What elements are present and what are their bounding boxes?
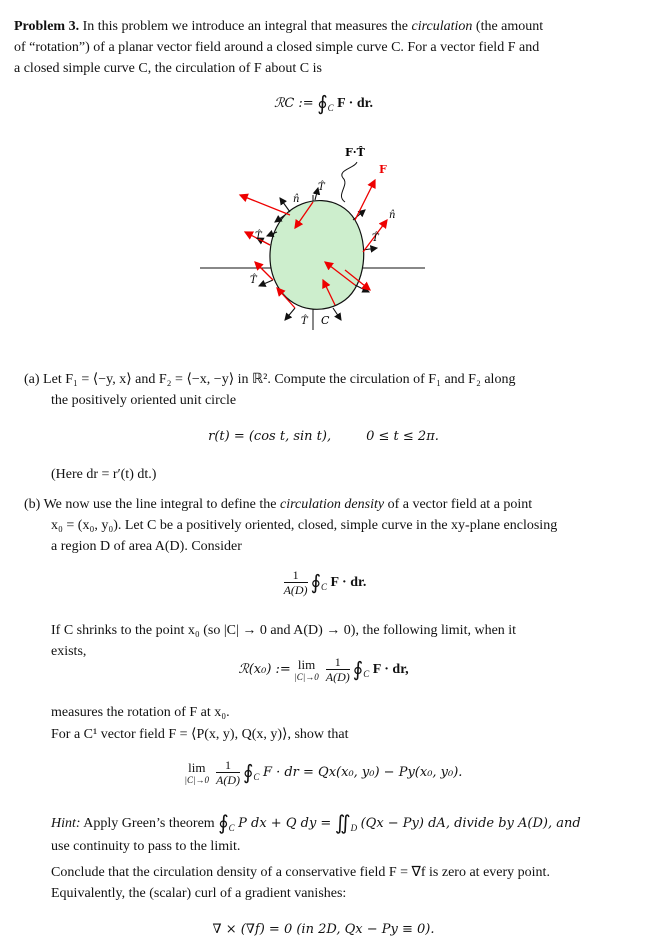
intro-text-1: In this problem we introduce an integral that measures the [79, 19, 412, 34]
conclude-line1: Conclude that the circulation density of a conservative field F = ∇f is zero at every point. [51, 865, 550, 880]
part-a-note: (Here dr = r′(t) dt.) [51, 467, 157, 482]
problem-heading: Problem 3. [14, 19, 80, 34]
problem-intro [14, 16, 626, 79]
label-T-left: T̂ [255, 231, 262, 242]
part-b-label: (b) [24, 497, 41, 512]
part-a-param [0, 427, 647, 447]
fraction-den: A(D) [283, 583, 308, 597]
limit-lhs: ℛ(x₀) := [238, 662, 291, 678]
consider-integrand: F · dr. [330, 575, 367, 591]
label-T-top: T̂ [318, 182, 325, 193]
lim-block [294, 658, 318, 682]
hint-formula: P dx + Q dy = [238, 816, 332, 831]
part-a-label-line [24, 369, 624, 390]
show-rhs: F · dr = Qx(x₀, y₀) − Py(x₀, y₀). [262, 765, 463, 781]
part-b-text-post: of a vector field at a point [384, 497, 533, 512]
intro-text-1-rest: (the amount [472, 19, 544, 34]
oint-symbol: ∮ [310, 572, 321, 594]
hint-formula2: (Qx − Py) dA, divide by A(D), and [360, 816, 581, 831]
final-formula: ∇ × (∇f) = 0 (in 2D, Qx − Py ≡ 0). [212, 922, 435, 937]
circulation-figure [195, 140, 435, 340]
shrink-line2: exists, [51, 644, 87, 659]
double-integral-symbol: ∬ [334, 812, 351, 835]
hint-label: Hint: [51, 816, 81, 831]
label-T-bottom: T̂ [301, 316, 308, 327]
hint-line2: use continuity to pass to the limit. [51, 839, 241, 854]
fraction-den: A(D) [325, 670, 350, 684]
shrink-line1: If C shrinks to the point x₀ (so |C| → 0 and A(D) → 0), the following limit, when it [51, 623, 517, 638]
label-T-right: T̂ [372, 233, 379, 244]
formula-rhs: F · dr. [337, 96, 374, 112]
show-formula: lim |C|→0 $\frac{1}{A(D)}$ $∮_C$ F · dr = Qx(x₀, y₀) − Py(x₀, y₀). [184, 758, 463, 787]
curve-c-region [270, 201, 364, 310]
label-T-lowleft: T̂ [250, 275, 257, 286]
consider-formula: $\frac{1}{A(D)}$ $∮_C$ F · dr. [283, 568, 367, 597]
lim-text: lim [188, 760, 206, 775]
label-F: F [379, 163, 387, 176]
oint-symbol: ∮ [352, 659, 364, 681]
label-C: C [321, 314, 330, 327]
oint-symbol: ∮ [317, 93, 328, 115]
oint-symbol: ∮ [243, 762, 254, 784]
lim-sub: |C|→0 [294, 672, 319, 682]
fraction-num: 1 [326, 655, 350, 670]
part-b-line1 [24, 494, 624, 515]
part-b-line3: a region D of area A(D). Consider [51, 539, 242, 554]
label-n-top: n̂ [293, 194, 300, 205]
label-F-dot-T: F·T̂ [345, 146, 365, 159]
fraction [326, 655, 350, 685]
oint-symbol: ∮ [218, 812, 229, 835]
lim-block [185, 761, 209, 785]
final-identity [0, 920, 647, 940]
limit-integrand: F · dr, [372, 662, 409, 678]
hint-text: Apply Green’s theorem [80, 816, 215, 831]
fraction [216, 758, 240, 788]
part-b-emphasis: circulation density [280, 497, 385, 512]
hint-line1: Hint: Apply Green’s theorem $∮_C$ P dx + Q dy = $∬_D$ (Qx − Py) dA, divide by A(D), and [51, 812, 581, 835]
param-range: 0 ≤ t ≤ 2π. [366, 429, 439, 444]
part-a-line2: the positively oriented unit circle [51, 393, 237, 408]
formula-lhs: ℛC := [273, 96, 314, 112]
part-a-line1: Let F₁ = ⟨−y, x⟩ and F₂ = ⟨−x, −y⟩ in ℝ². Compute the circulation of F₁ and F₂ along [43, 372, 516, 387]
circulation-formula: ℛC := $∮_C$ F · dr. [273, 93, 374, 115]
param-eq: r(t) = (cos t, sin t), [208, 429, 332, 444]
fraction [284, 568, 308, 598]
part-b-text-pre: We now use the line integral to define the [43, 497, 280, 512]
fraction-den: A(D) [216, 773, 240, 787]
measures-line: measures the rotation of F at x₀. [51, 705, 230, 720]
squiggle-curve [341, 162, 357, 202]
fraction-num: 1 [284, 568, 308, 583]
intro-text-3: a closed simple curve C, the circulation of F about C is [14, 61, 322, 76]
for-c1-line: For a C¹ vector field F = ⟨P(x, y), Q(x, y)⟩, show that [51, 727, 349, 742]
intro-text-2: of “rotation”) of a planar vector field around a closed simple curve C. For a vector field F and [14, 40, 540, 55]
conclude-line2: Equivalently, the (scalar) curl of a gradient vanishes: [51, 886, 347, 901]
part-b-line2: x₀ = (x₀, y₀). Let C be a positively oriented, closed, simple curve in the xy-plane enclosing [51, 518, 558, 533]
fraction-num: 1 [216, 758, 240, 773]
part-a-label: (a) [24, 372, 40, 387]
limit-definition: ℛ(x₀) := lim |C|→0 $\frac{1}{A(D)}$ $∮_C$ F · dr, [238, 655, 409, 684]
lim-sub: |C|→0 [184, 775, 209, 785]
intro-emphasis: circulation [411, 19, 473, 34]
label-n-right: n̂ [389, 210, 396, 221]
lim-text: lim [297, 657, 316, 672]
